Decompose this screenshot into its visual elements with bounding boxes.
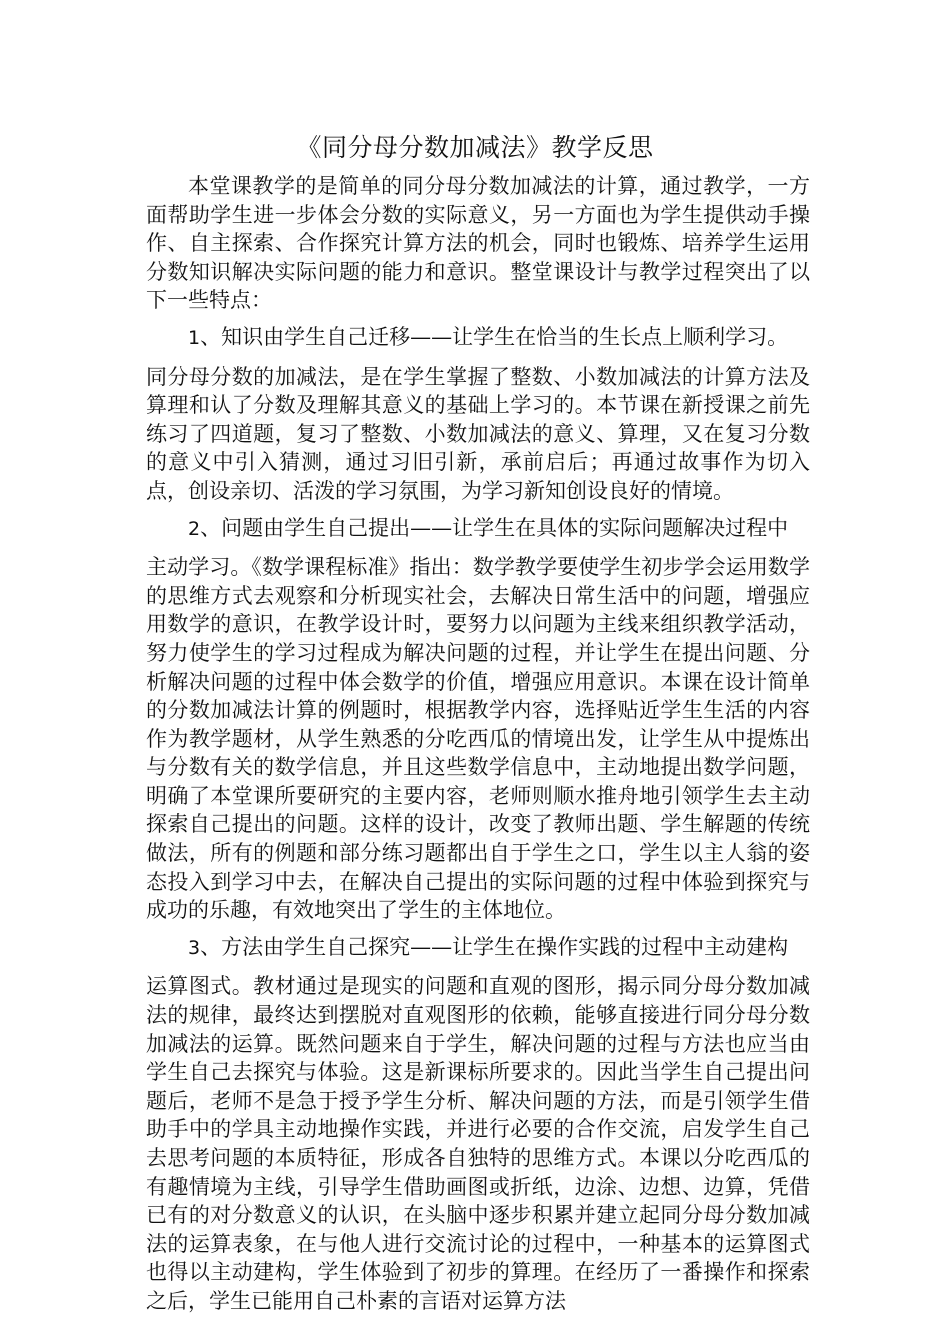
section-3-body: 运算图式。教材通过是现实的问题和直观的图形，揭示同分母分数加减法的规律，最终达到摆脱对直观图形的依赖，能够直接进行同分母分数加减法的运算。既然问题来自于学生，解决问题的过程与方法也应当由学生自己去探究与体验。这是新课标所要求的。因此当学生自己提出问题后，老师不是急于授予学生分析、解决问题的方法，而是引领学生借助手中的学具主动地操作实践，并进行必要的合作交流，启发学生自己去思考问题的本质特征，形成各自独特的思维方式。本课以分吃西瓜的有趣情境为主线，引导学生借助画图或折纸，边涂、边想、边算，凭借已有的对分数意义的认识，在头脑中逐步积累并建立起同分母分数加减法的运算表象，在与他人进行交流讨论的过程中，一种基本的运算图式也得以主动建构，学生体验到了初步的算理。在经历了一番操作和探索之后，学生已能用自己朴素的言语对运算方法 bbox=[146, 974, 810, 1313]
section-2-heading-text: 、问题由学生自己提出——让学生在具体的实际问题解决过程中 bbox=[200, 515, 789, 540]
section-2-heading bbox=[146, 514, 810, 544]
section-2-body: 主动学习。《数学课程标准》指出：数学教学要使学生初步学会运用数学的思维方式去观察和分析现实社会，去解决日常生活中的问题，增强应用数学的意识，在教学设计时，要努力以问题为主线来组织教学活动，努力使学生的学习过程成为解决问题的过程，并让学生在提出问题、分析解决问题的过程中体会数学的价值，增强应用意识。本课在设计简单的分数加减法计算的例题时，根据教学内容，选择贴近学生生活的内容作为教学题材，从学生熟悉的分吃西瓜的情境出发，让学生从中提炼出与分数有关的数学信息，并且这些数学信息中，主动地提出数学问题，明确了本堂课所要研究的主要内容，老师则顺水推舟地引领学生去主动探索自己提出的问题。这样的设计，改变了教师出题、学生解题的传统做法，所有的例题和部分练习题都出自于学生之口，学生以主人翁的姿态投入到学习中去，在解决自己提出的实际问题的过程中体验到探究与成功的乐趣，有效地突出了学生的主体地位。 bbox=[146, 555, 810, 923]
section-3-number: 3 bbox=[188, 936, 201, 959]
section-3-heading-text: 、方法由学生自己探究——让学生在操作实践的过程中主动建构 bbox=[200, 934, 789, 959]
section-3-heading bbox=[146, 933, 810, 963]
section-2-number: 2 bbox=[188, 517, 201, 540]
section-1-number: 1 bbox=[188, 326, 201, 349]
intro-paragraph: 本堂课教学的是简单的同分母分数加减法的计算，通过教学，一方面帮助学生进一步体会分数的实际意义，另一方面也为学生提供动手操作、自主探索、合作探究计算方法的机会，同时也锻炼、培养学生运用分数知识解决实际问题的能力和意识。整堂课设计与教学过程突出了以下一些特点： bbox=[146, 174, 810, 313]
section-1-heading bbox=[146, 323, 810, 353]
document-body bbox=[146, 172, 810, 1316]
section-1-heading-text: 、知识由学生自己迁移——让学生在恰当的生长点上顺利学习。 bbox=[200, 324, 789, 349]
document-title: 《同分母分数加减法》教学反思 bbox=[296, 133, 654, 162]
section-1-body: 同分母分数的加减法，是在学生掌握了整数、小数加减法的计算方法及算理和认了分数及理解其意义的基础上学习的。本节课在新授课之前先练习了四道题，复习了整数、小数加减法的意义、算理，又在复习分数的意义中引入猜测，通过习旧引新，承前启后；再通过故事作为切入点，创设亲切、活泼的学习氛围，为学习新知创设良好的情境。 bbox=[146, 364, 810, 503]
